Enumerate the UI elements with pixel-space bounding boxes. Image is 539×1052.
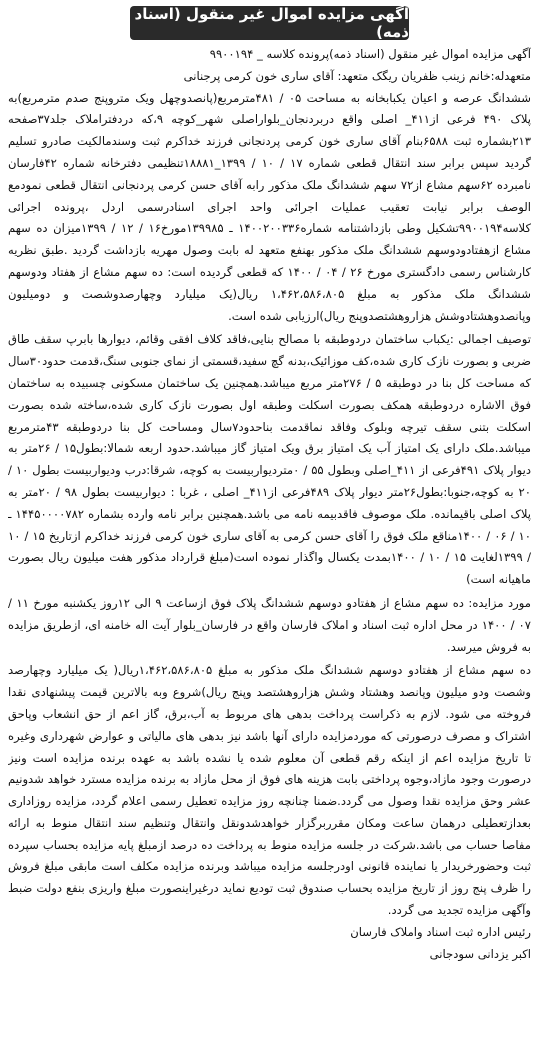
brief-description: توصیف اجمالی :یکباب ساختمان دردوطبقه با مصالح بنایی،فاقد کلاف افقی وقائم، دیوارها بابرپ سقف طاق ضربی و بصورت نازک کاری شده،کف موزائیک،بدنه گچ سفید،قسمتی از نمای جنوبی سنگ،قدمت حدود۳۰سال که مساحت کل بنا در دوطبقه ۵ / ۲۷۶متر مربع میباشد.همچنین یک ساختمان مسکونی چسبیده به ساختمان فوق الاشاره دردوطبقه همکف بصورت اسکلت وطبقه اول بصورت نازک کاری شده،ساخته شده بصورت اسکلت بتنی سقف تیرچه وبلوک وفاقد نماقدمت بناحدود۷سال ومساحت کل بنا دردوطبقه ۴۳مترمربع میباشد.ملک دارای یک امتیاز آب یک امتیاز برق ویک امتیاز گاز میباشد.حدود اربعه شمالا:بطول۱۵ / ۲۶متر به دیوار پلاک ۴۹۱فرعی از ۴۱۱_اصلی وبطول ۵۵ / ۰متردیواربیست به کوچه، شرقا:درب ودیواربیست بطول ۱۰ / ۲۰ به کوچه،جنوبا:بطول۲۶متر دیوار پلاک ۴۸۹فرعی از۴۱۱_ اصلی ، غربا : دیواربیست بطول ۹۸ / ۲۰متر به پلاک اصلی باقیمانده. ملک موصوف فاقدبیمه نامه می باشد.همچنین برابر نامه وارده بشماره ۱۴۴۵۰۰۰۰۷۸۲ ـ ۱۰ / ۰۶ / ۱۴۰۰مناقع ملک فوق را آقای حسن کرمی به آقای ساری خون کرمی فرزند خداکرم ازتاریخ ۱۵ / ۱۰ / ۱۳۹۹لغایت ۱۵ / ۱۰ / ۱۴۰۰بمدت یکسال واگذار نموده است(مبلغ قرارداد مذکور هفت میلیون ریال بصورت ماهیانه است) [8, 332, 531, 587]
property-description: ششدانگ عرصه و اعیان یکبابخانه به مساحت ۰۵ / ۴۸۱مترمربع(پانصدوچهل ویک متروپنج صدم مترمربع)به پلاک ۴۹۰ فرعی از۴۱۱_ اصلی واقع دربردنجان_بلواراصلی شهر_کوچه ۹،که دردفتراملاک جلد۳۷صفحه ۲۱۳بشماره ثبت ۶۵۸۸بنام آقای ساری خون کرمی پردنجانی فرزند خداکرم ثبت وسندمالکیت صادرو تسلیم گردید سپس برابر سند انتقال قطعی شماره ۱۷ / ۱۰ / ۱۳۹۹_۱۸۸۸۱تنظیمی دفترخانه شماره ۴۲فارسان نامبرده ۶۲سهم مشاع از۷۲ سهم ششدانگ ملک مذکور رابه آقای حسن کرمی پردنجانی انتقال قطعی نمودمع الوصف برابر نیابت تعقیب عملیات اجرائی واحد اجرای اسنادرسمی اردل ،پرونده اجرائی کلاسه۹۹۰۰۱۹۴تشکیل وطی بازداشتنامه شماره۱۴۰۰۲۰۰۳۳۶ ـ ۱۳۹۹۸۵مورخ۱۶ / ۱۲ / ۱۳۹۹میزان ده سهم مشاع ازهفتادودوسهم ششدانگ ملک مذکور بهنفع متعهد له بابت وصول مهریه بازداشت گردید .طبق نظریه کارشناس رسمی دادگستری مورخ ۲۶ / ۰۴ / ۱۴۰۰ که قطعی گردیده است: ده سهم مشاع از هفتاد ودوسهم ششدانگ ملک مذکور به مبلغ ۱،۴۶۲،۵۸۶،۸۰۵ ریال(یک میلیارد وچهارصدوشصت و دومیلیون وپانصدوهشتادوشش هزاروهشتصدوپنج ریال)ارزیابی شده است. [8, 90, 531, 323]
auction-subject: مورد مزایده: ده سهم مشاع از هفتادو دوسهم ششدانگ پلاک فوق ازساعت ۹ الی ۱۲روز یکشنبه مورخ ۱۱ / ۰۷ / ۱۴۰۰ در محل اداره ثبت اسناد و املاک فارسان واقع در فارسان_بلوار آیت اله خامنه ای، ازطریق مزایده به فروش میرسد. [8, 595, 531, 654]
auction-terms: ده سهم مشاع از هفتادو دوسهم ششدانگ ملک مذکور به مبلغ ۱،۴۶۲،۵۸۶،۸۰۵ریال( یک میلیارد وچهارصد وشصت ودو میلیون وپانصد وهشتاد وشش هزاروهشتصد وپنج ریال)شروع وبه بالاترین قیمت پیشنهادی نقدا فروخته می شود. لازم به ذکراست پرداخت بدهی های مربوط به آب،برق، گاز اعم از حق انشعاب وپاحق اشتراک و مصرف درصورتی که موردمزایده دارای آنها باشد نیز بدهی های مالیاتی و عوارض شهرداری وغیره تا تاریخ مزایده اعم از اینکه رقم قطعی آن معلوم شده یا نشده باشد به عهده برنده مزایده است ونیز درصورت وجود مازاد،وجوه پرداختی بابت هزینه های فوق از محل مازاد به برنده مزایده مسترد خواهد شدونیم عشر وحق مزایده نقدا وصول می گردد.ضمنا چنانچه روز مزایده تعطیل رسمی اعلام گردد، مزایده روزاداری بعدازتعطیلی درهمان ساعت ومکان مقرربرگزار خواهدشدونقل وانتقال وتنظیم سند انتقال منوط به ارائه مفاصا حساب می باشد.شرکت در جلسه مزایده منوط به پرداخت ده درصد ازمبلغ پایه مزایده بحساب سپرده ثبت وحضورخریدار یا نماینده قانونی اودرجلسه مزایده میباشد وبرنده مزایده مکلف است مابقی مبلغ فروش را ظرف پنج روز از تاریخ مزایده بحساب صندوق ثبت تودیع نماید درغیراینصورت مبلغ واریزی بنفع دولت ضبط وآگهی مزایده تجدید می گردد. [8, 663, 531, 918]
header-line-parties: متعهدله:خانم زینب ظفریان ریگک متعهد: آقای ساری خون کرمی پرجنانی [183, 68, 531, 83]
signature-name: اکبر یزدانی سودجانی [429, 946, 531, 961]
notice-title: آگهی مزایده اموال غیر منقول (اسناد ذمه) [130, 6, 409, 40]
signature-title: رئیس اداره ثبت اسناد واملاک فارسان [350, 924, 531, 939]
header-line-case: آگهی مزایده اموال غیر منقول (اسناد ذمه)پرونده کلاسه _ ۹۹۰۰۱۹۴ [209, 47, 531, 61]
notice-body [8, 44, 531, 1048]
